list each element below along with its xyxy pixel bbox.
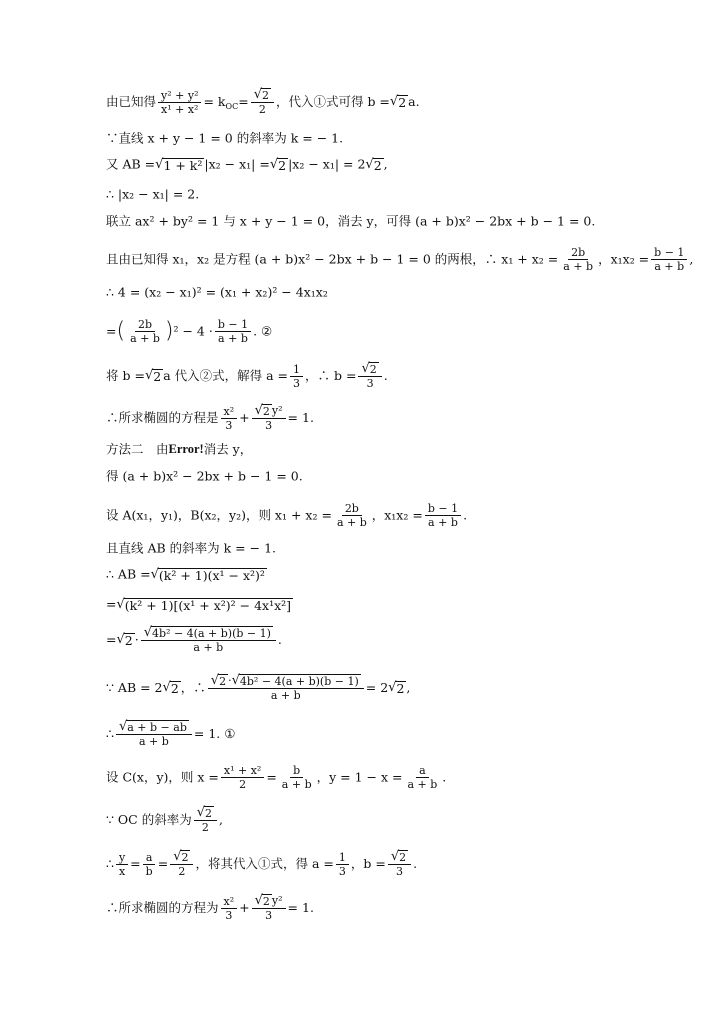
fraction: $\frac{2b}{a + b}$ [563,246,594,273]
fraction: $\frac{b}{a + b}$ [281,764,312,791]
solution-line-23: ∴所求椭圆的方程为 $\frac{\text{x²}}{3}$ + √ 2 y² 3 = 1. [106,893,314,922]
sqrt: √ 2 [389,94,407,110]
error-field: Error! [168,442,204,456]
fraction: √ 2 3 [388,850,411,878]
solution-line-18: ∵ AB = 2 √ 2 ，∴ √ 2 · √ 4b² − 4(a + b)(b − 1) a + b = 2 √ 2 , [106,673,411,702]
solution-line-2: ∵直线 x + y − 1 = 0 的斜率为 k = − 1. [106,130,344,146]
fraction: √ 2 y² 3 [252,894,286,922]
fraction: √ 2 2 [170,850,193,878]
fraction: $\frac{y}{x}$ [116,851,128,878]
solution-line-6: 且由已知得 x₁，x₂ 是方程 (a + b)x² − 2bx + b − 1 = 0 的两根，∴ x₁ + x₂ = $\frac{2b}{a + b}$ ，x₁x₂ = $\frac{b - 1}{a + b}$ , [106,246,694,273]
solution-line-17: = √ 2 · √ 4b² − 4(a + b)(b − 1) a + b . [106,625,282,654]
fraction: √ 2 · √ 4b² − 4(a + b)(b − 1) a + b [208,674,364,702]
sqrt: √ 2 [388,680,405,696]
fraction: √ a + b − ab a + b [116,720,192,748]
solution-line-5: 联立 ax² + by² = 1 与 x + y − 1 = 0，消去 y，可得 (a + b)x² − 2bx + b − 1 = 0. [106,213,596,229]
solution-line-19: ∴ √ a + b − ab a + b = 1. ① [106,719,236,748]
fraction: $\frac{1}{3}$ [290,363,303,390]
sqrt: √ 1 + k² [155,156,203,173]
fraction: √ 2 2 [251,88,274,116]
sqrt: √ 2 [196,805,213,820]
fraction: √ 2 3 [358,362,381,390]
solution-line-3: 又 AB = √ 1 + k² |x₂ − x₁| = √ 2 |x₂ − x₁| = 2 √ 2 , [106,156,388,173]
fraction: $\frac{2b}{a + b}$ [130,318,160,345]
fraction: $\frac{\text{y² + y²}}{\text{x¹ + x²}}$ [158,89,201,116]
sqrt: √ (k² + 1)[(x¹ + x²)² − 4x¹x²] [116,596,292,613]
fraction: $\frac{b - 1}{a + b}$ [425,502,461,529]
solution-line-15: ∴ AB = √ (k² + 1)(x¹ − x²)² [106,566,265,583]
fraction: $\frac{1}{3}$ [336,851,349,878]
solution-line-12: 得 (a + b)x² − 2bx + b − 1 = 0. [106,468,303,484]
solution-line-13: 设 A(x₁，y₁)，B(x₂，y₂)，则 x₁ + x₂ = $\frac{2b}{a + b}$ ，x₁x₂ = $\frac{b - 1}{a + b}$ . [106,502,468,529]
solution-line-20: 设 C(x，y)，则 x = $\frac{\text{x¹ + x²}}{2}$ = $\frac{b}{a + b}$ ，y = 1 − x = $\frac{a}{a + b}$ . [106,764,447,791]
sqrt: √ 2 [173,849,189,864]
text: 由已知得 [106,94,157,109]
fraction: $\frac{\text{x²}}{3}$ [221,405,238,432]
sqrt: √ 2 [254,893,270,908]
fraction: $\frac{b - 1}{a + b}$ [215,318,251,345]
solution-line-10: ∴所求椭圆的方程是 $\frac{\text{x²}}{3}$ + √ 2 y² 3 = 1. [106,403,314,432]
sqrt: √ 2 [116,632,133,648]
sqrt: √ 2 [361,361,377,376]
sqrt: √ 4b² − 4(a + b)(b − 1) [143,625,271,640]
sqrt: √ 2 [390,849,407,864]
solution-line-21: ∵ OC 的斜率为 √ 2 2 , [106,805,223,834]
sqrt: √ 2 [162,680,179,696]
sqrt: √ 2 [144,368,162,384]
fraction: $\frac{b - 1}{a + b}$ [651,246,687,273]
fraction: $\frac{2b}{a + b}$ [336,502,367,529]
solution-line-9: 将 b = √ 2 a 代入②式，解得 a = $\frac{1}{3}$ ，∴ b = √ 2 3 . [106,361,388,390]
solution-line-16: = √ (k² + 1)[(x¹ + x²)² − 4x¹x²] [106,596,292,613]
solution-line-14: 且直线 AB 的斜率为 k = − 1. [106,540,277,556]
fraction: √ 2 y² 3 [252,404,286,432]
fraction: $\frac{\text{x²}}{3}$ [221,895,238,922]
solution-line-1: 由已知得 $\frac{\text{y² + y²}}{\text{x¹ + x²}}$ = $k_{OC}=$ √ 2 2 ，代入①式可得 b = √ 2 a. [106,87,420,116]
solution-line-22: ∴ $\frac{y}{x}$ = $\frac{a}{b}$ = √ 2 2 ，将其代入①式，得 a = $\frac{1}{3}$ ，b = √ 2 3 . [106,849,418,878]
sqrt: √ 2 [365,156,382,173]
sqrt: √ 2 [210,673,227,688]
fraction: √ 4b² − 4(a + b)(b − 1) a + b [141,626,276,654]
solution-line-11: 方法二 由Error!消去 y， [106,441,253,457]
solution-line-4: ∴ |x₂ − x₁| = 2. [106,186,200,202]
fraction: $\frac{\text{x¹ + x²}}{2}$ [221,764,264,791]
sqrt: √ 2 [253,87,269,102]
fraction: $\frac{a}{a + b}$ [407,764,438,791]
fraction: √ 2 2 [194,806,217,834]
solution-line-7: ∴ 4 = (x₂ − x₁)² = (x₁ + x₂)² − 4x₁x₂ [106,284,328,300]
sqrt: √ 2 [254,403,270,418]
sqrt: √ 2 [269,156,287,173]
sqrt: √ (k² + 1)(x¹ − x²)² [150,566,265,583]
sqrt: √ a + b − ab [118,719,187,734]
solution-line-8: =( $\frac{2b}{a + b}$ )² − 4 · $\frac{b - 1}{a + b}$ . ② [106,318,273,345]
sqrt: √ 4b² − 4(a + b)(b − 1) [231,673,359,688]
fraction: $\frac{a}{b}$ [143,851,156,878]
